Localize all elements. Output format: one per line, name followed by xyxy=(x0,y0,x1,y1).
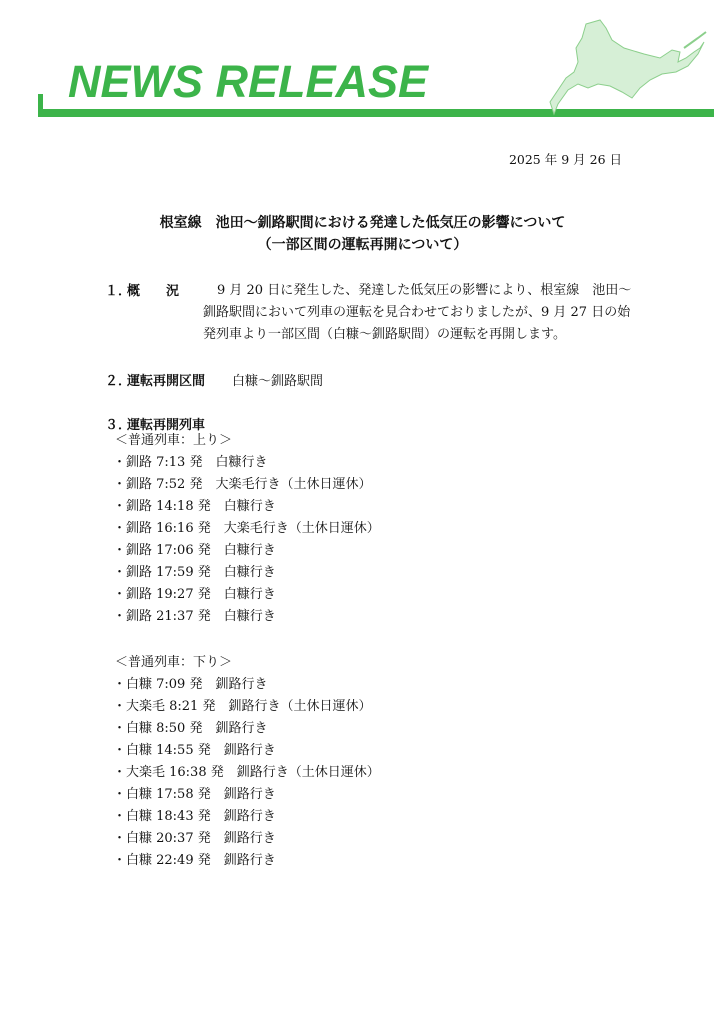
up-train-item: ・釧路 7:13 発 白糠行き xyxy=(113,455,268,470)
section-2-value: 白糠～釧路駅間 xyxy=(232,374,324,389)
down-train-item: ・白糠 17:58 発 釧路行き xyxy=(113,787,276,802)
down-train-label: ＜普通列車：下り＞ xyxy=(115,655,233,670)
down-train-item: ・白糠 20:37 発 釧路行き xyxy=(113,831,276,846)
news-release-header xyxy=(0,0,725,125)
up-train-item: ・釧路 21:37 発 白糠行き xyxy=(113,609,276,624)
down-train-item: ・白糠 7:09 発 釧路行き xyxy=(113,677,268,692)
title-line-1: 根室線 池田～釧路駅間における発達した低気圧の影響について xyxy=(159,215,566,231)
down-train-item: ・白糠 22:49 発 釧路行き xyxy=(113,853,276,868)
section-1-title: 概 況 xyxy=(127,284,180,299)
section-2-heading xyxy=(105,370,205,389)
down-train-list xyxy=(113,652,380,872)
section-1-body xyxy=(203,280,632,346)
section-3-title: 運転再開列車 xyxy=(127,418,206,433)
section-1-line-3: 発列車より一部区間（白糠～釧路駅間）の運転を再開します。 xyxy=(203,327,566,342)
document-title xyxy=(0,212,725,256)
section-1-number: １． xyxy=(105,284,132,299)
up-train-item: ・釧路 14:18 発 白糠行き xyxy=(113,499,276,514)
down-train-item: ・白糠 18:43 発 釧路行き xyxy=(113,809,276,824)
up-train-item: ・釧路 7:52 発 大楽毛行き（土休日運休） xyxy=(113,477,372,492)
section-1-line-2: 釧路駅間において列車の運転を見合わせておりましたが、9 月 27 日の始 xyxy=(203,305,631,320)
up-train-item: ・釧路 19:27 発 白糠行き xyxy=(113,587,276,602)
down-train-item: ・大楽毛 8:21 発 釧路行き（土休日運休） xyxy=(113,699,372,714)
down-train-item: ・大楽毛 16:38 発 釧路行き（土休日運休） xyxy=(113,765,380,780)
down-train-item: ・白糠 14:55 発 釧路行き xyxy=(113,743,276,758)
section-1-heading xyxy=(105,280,179,299)
release-date: 2025 年 9 月 26 日 xyxy=(508,152,622,167)
up-train-label: ＜普通列車：上り＞ xyxy=(115,433,233,448)
up-train-item: ・釧路 17:06 発 白糠行き xyxy=(113,543,276,558)
down-train-item: ・白糠 8:50 発 釧路行き xyxy=(113,721,268,736)
up-train-list xyxy=(113,430,380,628)
up-train-item: ・釧路 16:16 発 大楽毛行き（土休日運休） xyxy=(113,521,380,536)
title-line-2: （一部区間の運転再開について） xyxy=(257,237,468,253)
section-1-line-1: 9 月 20 日に発生した、発達した低気圧の影響により、根室線 池田～ xyxy=(217,283,632,298)
section-3-number: ３． xyxy=(105,418,132,433)
up-train-item: ・釧路 17:59 発 白糠行き xyxy=(113,565,276,580)
news-release-title: NEWS RELEASE xyxy=(68,56,429,107)
section-2-title: 運転再開区間 xyxy=(127,374,206,389)
hokkaido-map-icon xyxy=(548,18,708,118)
section-2-number: ２． xyxy=(105,374,132,389)
